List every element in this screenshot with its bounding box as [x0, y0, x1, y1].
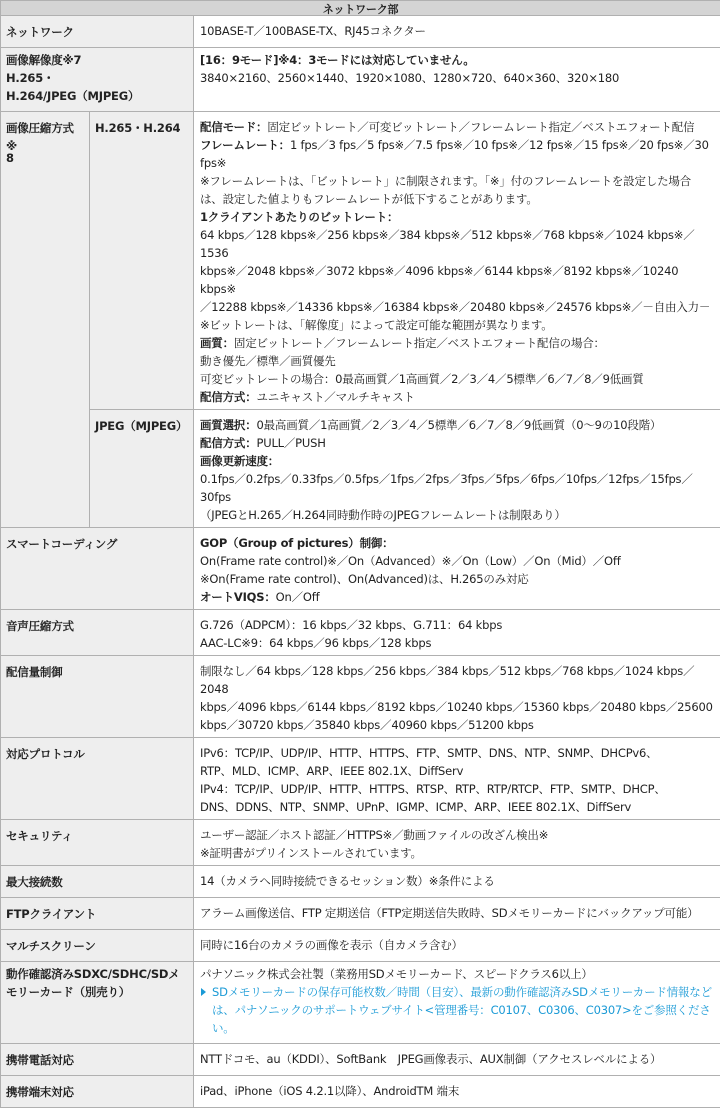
quality-options: 動き優先／標準／画質優先 [200, 352, 714, 370]
label-sd-card [1, 962, 194, 1044]
delivery-mode-value: 固定ビットレート／可変ビットレート／フレームレート指定／ベストエフォート配信 [267, 120, 694, 134]
bitrate-note: ※ビットレートは、「解像度」によって設定可能な範囲が異なります。 [200, 316, 714, 334]
jpeg-refresh-note: （JPEGとH.265／H.264同時動作時のJPEGフレームレートは制限あり） [200, 506, 714, 524]
resolution-mode-note: [16：9モード]※4：3モードには対応していません。 [200, 51, 714, 69]
sublabel-h265: H.265・H.264 [90, 112, 194, 410]
value-compression-jpeg [194, 410, 720, 528]
quality-vbr: 可変ビットレートの場合：0最高画質／1高画質／2／3／4／5標準／6／7／8／9低画質 [200, 370, 714, 388]
row-compression-h265 [1, 112, 720, 410]
label-ftp: FTPクライアント [1, 898, 194, 930]
row-sd-card [1, 962, 720, 1044]
frame-rate-label: フレームレート： [200, 138, 290, 152]
label-resolution-line: H.264/JPEG（MJPEG） [6, 87, 188, 105]
delivery-mode-label: 配信モード： [200, 120, 267, 134]
section-title: ネットワーク部 [1, 1, 720, 16]
label-compression-line: 8 [6, 149, 84, 167]
label-bandwidth: 配信量制御 [1, 656, 194, 738]
sd-card-support-link-text[interactable]: い。 [212, 1021, 235, 1035]
audio-line: G.726（ADPCM）：16 kbps／32 kbps、G.711：64 kbps [200, 616, 714, 634]
protocol-line: IPv6：TCP/IP、UDP/IP、HTTP、HTTPS、FTP、SMTP、DNS、NTP、SNMP、DHCPv6、 [200, 744, 714, 762]
jpeg-refresh-label: 画像更新速度： [200, 452, 714, 470]
row-resolution [1, 48, 720, 112]
jpeg-quality-label: 画質選択： [200, 418, 257, 432]
security-line: ユーザー認証／ホスト認証／HTTPS※／動画ファイルの改ざん検出※ [200, 826, 714, 844]
protocol-line: DNS、DDNS、NTP、SNMP、UPnP、IGMP、ICMP、ARP、IEEE 802.1X、DiffServ [200, 798, 714, 816]
row-security [1, 820, 720, 866]
label-security: セキュリティ [1, 820, 194, 866]
row-max-connections [1, 866, 720, 898]
value-ftp: アラーム画像送信、FTP 定期送信（FTP定期送信失敗時、SDメモリーカードにバックアップ可能） [194, 898, 720, 930]
label-protocol: 対応プロトコル [1, 738, 194, 820]
label-max-connections: 最大接続数 [1, 866, 194, 898]
value-smart-coding [194, 528, 720, 610]
label-compression-line: 画像圧縮方式※ [6, 119, 84, 155]
value-sd-card [194, 962, 720, 1044]
row-multiscreen [1, 930, 720, 962]
value-mobile: NTTドコモ、au（KDDI）、SoftBank JPEG画像表示、AUX制御（アクセスレベルによる） [194, 1044, 720, 1076]
label-sd-card-line: 動作確認済みSDXC/SDHC/SDメ [6, 965, 188, 983]
frame-rate-value-cont: fps※ [200, 154, 714, 172]
bitrate-label: 1クライアントあたりのビットレート： [200, 208, 714, 226]
label-resolution-line: 画像解像度※7 [6, 51, 188, 69]
label-mobile: 携帯電話対応 [1, 1044, 194, 1076]
bitrate-list: ／12288 kbps※／14336 kbps※／16384 kbps※／20480 kbps※／24576 kbps※／－自由入力－ [200, 298, 714, 316]
gop-note: ※On(Frame rate control)、On(Advanced)は、H.265のみ対応 [200, 570, 714, 588]
viqs-value: On／Off [276, 590, 320, 604]
gop-value: On(Frame rate control)※／On（Advanced）※／On（Low）／On（Mid）／Off [200, 552, 714, 570]
jpeg-refresh-list: 0.1fps／0.2fps／0.33fps／0.5fps／1fps／2fps／3fps／5fps／6fps／10fps／12fps／15fps／30fps [200, 470, 714, 506]
sd-card-support-link[interactable] [200, 983, 714, 1037]
protocol-line: IPv4：TCP/IP、UDP/IP、HTTP、HTTPS、RTSP、RTP、RTP/RTCP、FTP、SMTP、DHCP、 [200, 780, 714, 798]
row-audio [1, 610, 720, 656]
label-resolution [1, 48, 194, 112]
row-compression-jpeg [1, 410, 720, 528]
jpeg-method-value: PULL／PUSH [257, 436, 326, 450]
value-network: 10BASE-T／100BASE-TX、RJ45コネクター [194, 16, 720, 48]
bandwidth-line: kbps／30720 kbps／35840 kbps／40960 kbps／51200 kbps [200, 716, 714, 734]
bandwidth-line: kbps／4096 kbps／6144 kbps／8192 kbps／10240 kbps／15360 kbps／20480 kbps／25600 [200, 698, 714, 716]
security-note: ※証明書がプリインストールされています。 [200, 844, 714, 862]
gop-label: GOP（Group of pictures）制御： [200, 534, 714, 552]
frame-rate-note: ※フレームレートは、「ビットレート」に制限されます。「※」付のフレームレートを設定した場合 [200, 172, 714, 190]
sd-card-maker: パナソニック株式会社製（業務用SDメモリーカード、スピードクラス6以上） [200, 965, 714, 983]
label-mobile-terminal: 携帯端末対応 [1, 1076, 194, 1108]
viqs-label: オートVIQS： [200, 590, 276, 604]
row-mobile [1, 1044, 720, 1076]
bandwidth-line: 制限なし／64 kbps／128 kbps／256 kbps／384 kbps／512 kbps／768 kbps／1024 kbps／2048 [200, 662, 714, 698]
quality-label: 画質： [200, 336, 234, 350]
bitrate-list: kbps※／2048 kbps※／3072 kbps※／4096 kbps※／6144 kbps※／8192 kbps※／10240 kbps※ [200, 262, 714, 298]
sublabel-jpeg: JPEG（MJPEG） [90, 410, 194, 528]
resolution-list: 3840×2160、2560×1440、1920×1080、1280×720、640×360、320×180 [200, 69, 714, 87]
row-smart-coding [1, 528, 720, 610]
value-max-connections: 14（カメラへ同時接続できるセッション数）※条件による [194, 866, 720, 898]
row-mobile-terminal [1, 1076, 720, 1108]
row-protocol [1, 738, 720, 820]
label-multiscreen: マルチスクリーン [1, 930, 194, 962]
audio-line: AAC-LC※9：64 kbps／96 kbps／128 kbps [200, 634, 714, 652]
method-label: 配信方式： [200, 390, 257, 404]
row-network [1, 16, 720, 48]
label-sd-card-line: モリーカード（別売り） [6, 983, 188, 1001]
jpeg-method-label: 配信方式： [200, 436, 257, 450]
label-compression [1, 112, 90, 528]
value-resolution [194, 48, 720, 112]
value-compression-h265 [194, 112, 720, 410]
section-header-row [1, 1, 720, 16]
label-resolution-line: H.265・ [6, 69, 188, 87]
label-smart-coding: スマートコーディング [1, 528, 194, 610]
value-multiscreen: 同時に16台のカメラの画像を表示（自カメラ含む） [194, 930, 720, 962]
row-ftp [1, 898, 720, 930]
label-audio: 音声圧縮方式 [1, 610, 194, 656]
value-bandwidth [194, 656, 720, 738]
label-network: ネットワーク [1, 16, 194, 48]
protocol-line: RTP、MLD、ICMP、ARP、IEEE 802.1X、DiffServ [200, 762, 714, 780]
frame-rate-value: 1 fps／3 fps／5 fps※／7.5 fps※／10 fps※／12 fps※／15 fps※／20 fps※／30 [290, 138, 709, 152]
value-security [194, 820, 720, 866]
method-value: ユニキャスト／マルチキャスト [257, 390, 415, 404]
value-mobile-terminal: iPad、iPhone（iOS 4.2.1以降）、AndroidTM 端末 [194, 1076, 720, 1108]
row-bandwidth [1, 656, 720, 738]
bitrate-list: 64 kbps／128 kbps※／256 kbps※／384 kbps※／512 kbps※／768 kbps※／1024 kbps※／1536 [200, 226, 714, 262]
link-arrow-icon [201, 988, 206, 996]
jpeg-quality-value: 0最高画質／1高画質／2／3／4／5標準／6／7／8／9低画質（0～9の10段階） [257, 418, 662, 432]
value-audio [194, 610, 720, 656]
sd-card-support-link-text[interactable]: SDメモリーカードの保存可能枚数／時間（目安）、最新の動作確認済みSDメモリーカード情報などは、パナソニックのサポートウェブサイト<管理番号：C0107、C0306、C0307>をご参照くださ [212, 985, 712, 1017]
quality-value: 固定ビットレート／フレームレート指定／ベストエフォート配信の場合： [234, 336, 605, 350]
value-protocol [194, 738, 720, 820]
frame-rate-note-cont: は、設定した値よりもフレームレートが低下することがあります。 [200, 190, 714, 208]
